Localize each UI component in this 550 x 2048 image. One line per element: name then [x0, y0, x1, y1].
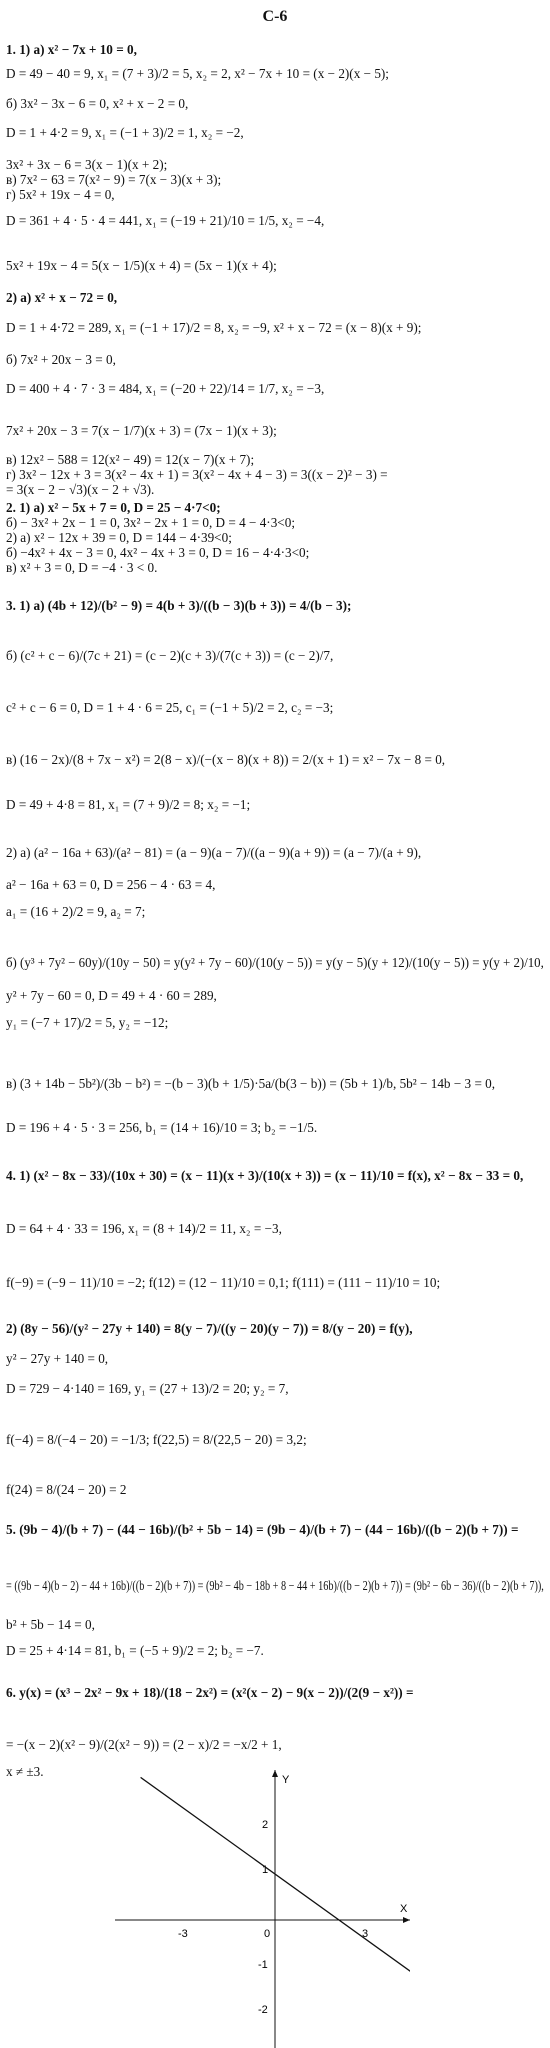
solution-line: 2) а) (a² − 16a + 63)/(a² − 81) = (a − 9)(a − 7)/((a − 9)(a + 9)) = (a − 7)/(a + 9), — [6, 845, 422, 860]
solution-line: 2. 1) а) x² − 5x + 7 = 0, D = 25 − 4·7<0; — [6, 500, 221, 515]
solution-line: г) 5x² + 19x − 4 = 0, — [6, 187, 115, 202]
solution-line: y² − 27y + 140 = 0, — [6, 1351, 109, 1366]
solution-line: D = 49 − 40 = 9, x₁ = (7 + 3)/2 = 5, x₂ = 2, x² − 7x + 10 = (x − 2)(x − 5); — [6, 66, 389, 81]
solution-line: 2) а) x² + x − 72 = 0, — [6, 290, 118, 305]
solution-line: f(−9) = (−9 − 11)/10 = −2; f(12) = (12 − 11)/10 = 0,1; f(111) = (111 − 11)/10 = 10; — [6, 1275, 441, 1290]
solution-line: в) 7x² − 63 = 7(x² − 9) = 7(x − 3)(x + 3); — [6, 172, 222, 187]
solution-line: c² + c − 6 = 0, D = 1 + 4 · 6 = 25, c₁ = (−1 + 5)/2 = 2, c₂ = −3; — [6, 700, 334, 715]
solution-line: a₁ = (16 + 2)/2 = 9, a₂ = 7; — [6, 904, 146, 919]
solution-line: D = 64 + 4 · 33 = 196, x₁ = (8 + 14)/2 = 11, x₂ = −3, — [6, 1221, 282, 1236]
solution-line: б) −4x² + 4x − 3 = 0, 4x² − 4x + 3 = 0, D = 16 − 4·4·3<0; — [6, 545, 310, 560]
solution-line: в) 12x² − 588 = 12(x² − 49) = 12(x − 7)(x + 7); — [6, 452, 255, 467]
solution-line: 2) (8y − 56)/(y² − 27y + 140) = 8(y − 7)/((y − 20)(y − 7)) = 8/(y − 20) = f(y), — [6, 1321, 413, 1336]
solution-line: D = 25 + 4·14 = 81, b₁ = (−5 + 9)/2 = 2; b₂ = −7. — [6, 1643, 264, 1658]
page-title: С-6 — [262, 8, 288, 25]
solution-line: в) x² + 3 = 0, D = −4 · 3 < 0. — [6, 560, 158, 575]
y-tick-neg2: -2 — [258, 2004, 268, 2016]
function-graph — [110, 1765, 410, 2048]
y-tick-1: 1 — [262, 1864, 269, 1876]
solution-line: D = 361 + 4 · 5 · 4 = 441, x₁ = (−19 + 21)/10 = 1/5, x₂ = −4, — [6, 213, 325, 228]
solution-line: y₁ = (−7 + 17)/2 = 5, y₂ = −12; — [6, 1015, 169, 1030]
solution-line: 6. y(x) = (x³ − 2x² − 9x + 18)/(18 − 2x²) = (x²(x − 2) − 9(x − 2))/(2(9 − x²)) = — [6, 1685, 414, 1700]
solution-line: 5. (9b − 4)/(b + 7) − (44 − 16b)/(b² + 5b − 14) = (9b − 4)/(b + 7) − (44 − 16b)/((b − 2)(b + 7)) = — [6, 1522, 519, 1537]
solution-line: D = 196 + 4 · 5 · 3 = 256, b₁ = (14 + 16)/10 = 3; b₂ = −1/5. — [6, 1120, 318, 1135]
solution-line: D = 400 + 4 · 7 · 3 = 484, x₁ = (−20 + 22)/14 = 1/7, x₂ = −3, — [6, 381, 325, 396]
x-tick-3: 3 — [362, 1928, 369, 1940]
x-tick-neg3: -3 — [178, 1928, 188, 1940]
solution-line: 7x² + 20x − 3 = 7(x − 1/7)(x + 3) = (7x − 1)(x + 3); — [6, 423, 277, 438]
solution-line: D = 1 + 4·2 = 9, x₁ = (−1 + 3)/2 = 1, x₂ = −2, — [6, 125, 244, 140]
solution-line: f(24) = 8/(24 − 20) = 2 — [6, 1482, 127, 1497]
solution-line: = 3(x − 2 − √3)(x − 2 + √3). — [6, 482, 155, 497]
x-tick-0: 0 — [264, 1928, 271, 1940]
solution-line: 3. 1) а) (4b + 12)/(b² − 9) = 4(b + 3)/((b − 3)(b + 3)) = 4/(b − 3); — [6, 598, 352, 613]
solution-line: = −(x − 2)(x² − 9)/(2(x² − 9)) = (2 − x)/2 = −x/2 + 1, — [6, 1737, 282, 1752]
solution-line: D = 1 + 4·72 = 289, x₁ = (−1 + 17)/2 = 8, x₂ = −9, x² + x − 72 = (x − 8)(x + 9); — [6, 320, 422, 335]
solution-line: в) (3 + 14b − 5b²)/(3b − b²) = −(b − 3)(b + 1/5)·5a/(b(3 − b)) = (5b + 1)/b, 5b² − 14b − 3 = 0, — [6, 1076, 496, 1091]
solution-line: г) 3x² − 12x + 3 = 3(x² − 4x + 1) = 3(x² − 4x + 4 − 3) = 3((x − 2)² − 3) = — [6, 467, 388, 482]
solution-line: a² − 16a + 63 = 0, D = 256 − 4 · 63 = 4, — [6, 877, 216, 892]
solution-line: 4. 1) (x² − 8x − 33)/(10x + 30) = (x − 11)(x + 3)/(10(x + 3)) = (x − 11)/10 = f(x), x² − 8x − 33 = 0, — [6, 1168, 524, 1183]
solution-line: f(−4) = 8/(−4 − 20) = −1/3; f(22,5) = 8/(22,5 − 20) = 3,2; — [6, 1432, 307, 1447]
solution-line: в) (16 − 2x)/(8 + 7x − x²) = 2(8 − x)/(−(x − 8)(x + 8)) = 2/(x + 1) = x² − 7x − 8 = 0, — [6, 752, 446, 767]
x-axis-label: X — [400, 1903, 408, 1915]
solution-line: б) 3x² − 3x − 6 = 0, x² + x − 2 = 0, — [6, 96, 189, 111]
solution-line: б) (c² + c − 6)/(7c + 21) = (c − 2)(c + 3)/(7(c + 3)) = (c − 2)/7, — [6, 648, 334, 663]
y-tick-2: 2 — [262, 1819, 269, 1831]
solution-line: 1. 1) а) x² − 7x + 10 = 0, — [6, 42, 137, 57]
solution-line: y² + 7y − 60 = 0, D = 49 + 4 · 60 = 289, — [6, 988, 217, 1003]
solution-line: x ≠ ±3. — [6, 1764, 44, 1779]
solution-line: = ((9b − 4)(b − 2) − 44 + 16b)/((b − 2)(b + 7)) = (9b² − 4b − 18b + 8 − 44 + 16b)/((b − 2)(b + 7)) = (9b² − 6b − 36)/((b − 2)(b + 7)), — [6, 1578, 544, 1593]
y-tick-neg1: -1 — [258, 1959, 268, 1971]
solution-line: b² + 5b − 14 = 0, — [6, 1617, 95, 1632]
solution-line: б) (y³ + 7y² − 60y)/(10y − 50) = y(y² + 7y − 60)/(10(y − 5)) = y(y − 5)(y + 12)/(10(y − 5)) = y(y + 2)/10, — [6, 955, 544, 970]
solution-line: 5x² + 19x − 4 = 5(x − 1/5)(x + 4) = (5x − 1)(x + 4); — [6, 258, 277, 273]
x-axis-arrow — [403, 1917, 410, 1923]
solution-line: D = 729 − 4·140 = 169, y₁ = (27 + 13)/2 = 20; y₂ = 7, — [6, 1381, 289, 1396]
y-axis-label: Y — [282, 1774, 290, 1786]
solution-line: D = 49 + 4·8 = 81, x₁ = (7 + 9)/2 = 8; x₂ = −1; — [6, 797, 251, 812]
y-axis-arrow — [272, 1770, 278, 1777]
solution-line: б) 7x² + 20x − 3 = 0, — [6, 352, 116, 367]
solution-line: 3x² + 3x − 6 = 3(x − 1)(x + 2); — [6, 157, 168, 172]
solution-line: б) − 3x² + 2x − 1 = 0, 3x² − 2x + 1 = 0, D = 4 − 4·3<0; — [6, 515, 295, 530]
solution-line: 2) а) x² − 12x + 39 = 0, D = 144 − 4·39<0; — [6, 530, 232, 545]
